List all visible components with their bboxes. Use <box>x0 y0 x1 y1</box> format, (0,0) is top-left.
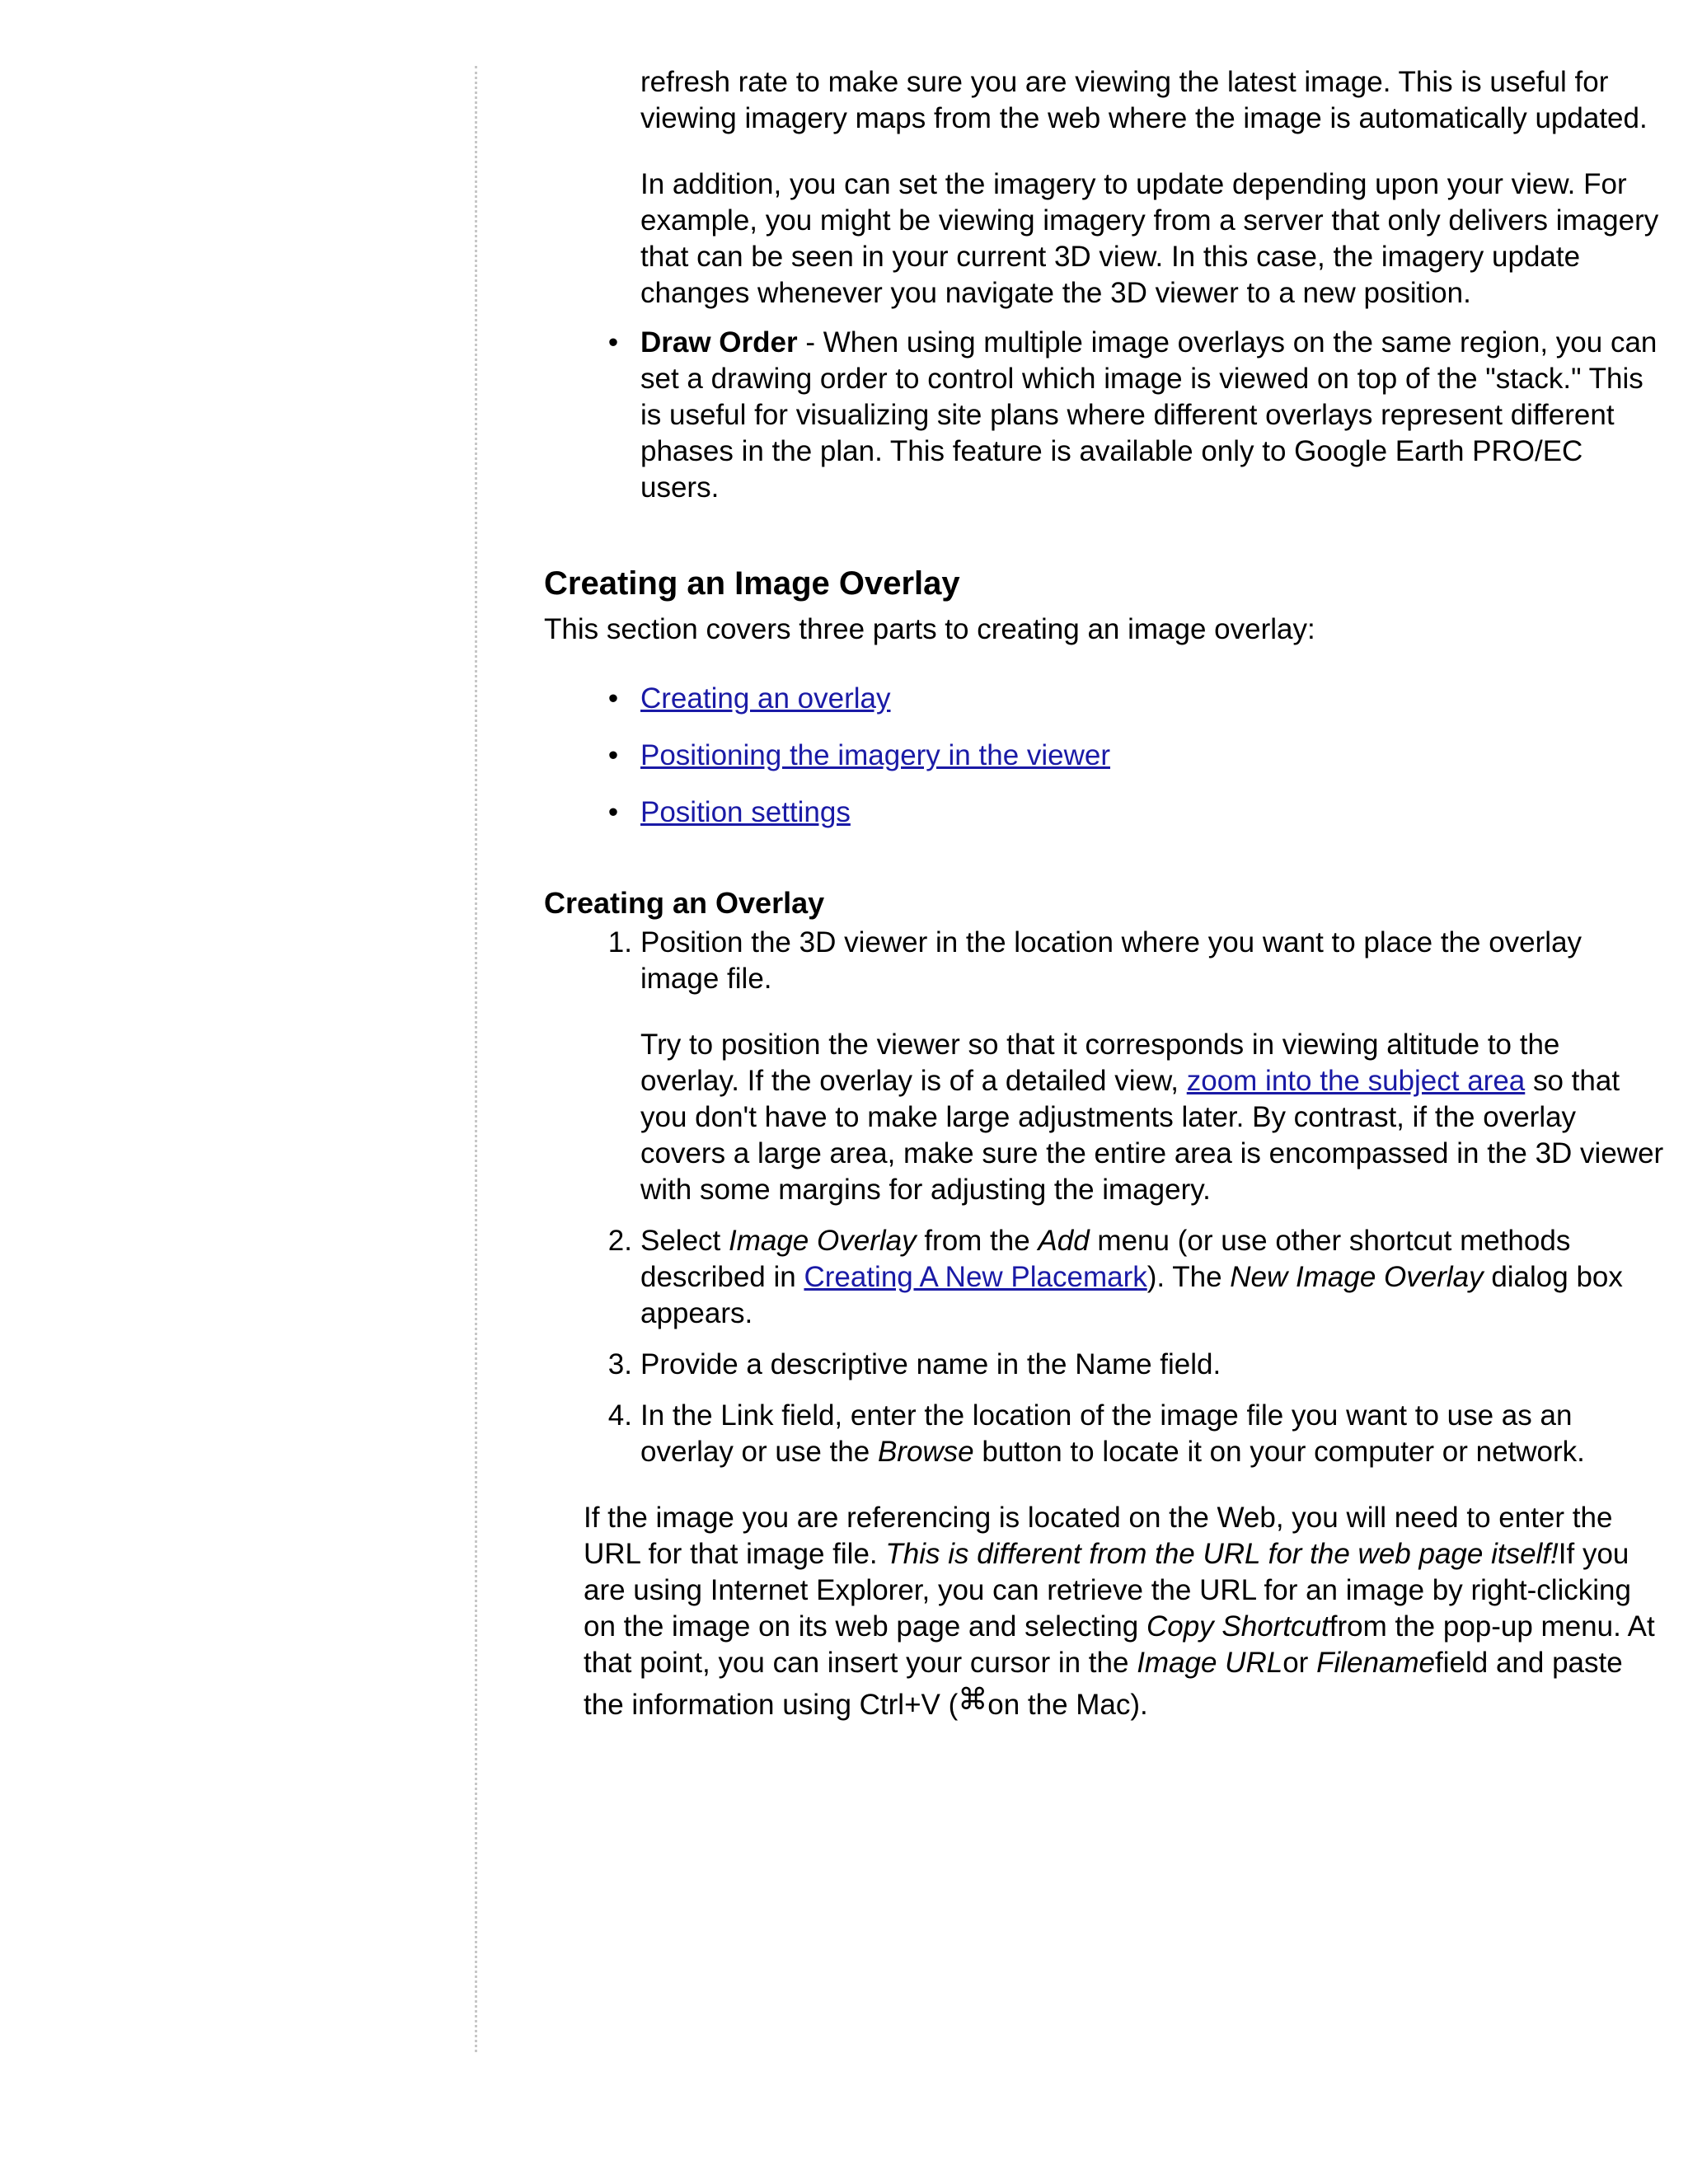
web-note-paragraph <box>584 1500 1665 1723</box>
sidebar-divider <box>475 66 477 2052</box>
text: from the <box>916 1225 1039 1257</box>
step-2 <box>607 1223 1665 1332</box>
image-url-term: Image URL <box>1137 1647 1283 1679</box>
section-intro: This section covers three parts to creating an image overlay: <box>544 613 1315 645</box>
text: If the image you are referencing is located on the Web, you will need to enter the URL for that image file. <box>584 1502 1613 1570</box>
emphasis-note: This is different from the URL for the web page itself! <box>885 1538 1559 1570</box>
step-1-tip <box>640 1027 1665 1208</box>
link-positioning-imagery[interactable]: Positioning the imagery in the viewer <box>640 739 1111 771</box>
command-key-icon: ⌘ <box>958 1682 988 1716</box>
link-creating-an-overlay[interactable]: Creating an overlay <box>640 682 891 715</box>
text: or <box>1282 1647 1317 1679</box>
step-3-text: Provide a descriptive name in the Name field. <box>640 1348 1221 1380</box>
view-update-paragraph: In addition, you can set the imagery to update depending upon your view. For example, you might be viewing imagery from a server that only delivers imagery that can be seen in your current 3D view. In this case, the imagery update changes whenever you navigate the 3D viewer to a new position. <box>640 168 1659 309</box>
draw-order-paragraph <box>640 325 1665 506</box>
draw-order-term: Draw Order <box>640 326 798 359</box>
step-number: 4. <box>607 1399 632 1432</box>
link-creating-a-new-placemark[interactable]: Creating A New Placemark <box>804 1261 1147 1293</box>
text: In the Link field, enter the location of the image file you want to use as an overlay or use the <box>640 1399 1573 1468</box>
text: button to locate it on your computer or network. <box>973 1436 1585 1468</box>
text: field and paste the information using Ctrl+V ( <box>584 1647 1623 1721</box>
text: from the pop-up menu. At that point, you can insert your cursor in the <box>584 1610 1655 1679</box>
document-content <box>544 64 1665 1723</box>
bullet-icon: • <box>607 326 619 359</box>
section-heading: Creating an Image Overlay <box>544 565 960 602</box>
bullet-icon: • <box>607 796 619 828</box>
text: Select <box>640 1225 729 1257</box>
step-1-text: Position the 3D viewer in the location where you want to place the overlay image file. <box>640 926 1582 995</box>
step-number: 2. <box>607 1225 632 1257</box>
tip-text: Try to position the viewer so that it corresponds in viewing altitude to the overlay. If the overlay is of a detailed view, <box>640 1029 1560 1097</box>
add-menu-term: Add <box>1038 1225 1090 1257</box>
tip-text: so that you don't have to make large adjustments later. By contrast, if the overlay covers a large area, make sure the entire area is encompassed in the 3D viewer with some margins for adjusting the imagery. <box>640 1065 1664 1206</box>
list-item-draw-order <box>607 325 1665 506</box>
copy-shortcut-term: Copy Shortcut <box>1146 1610 1329 1643</box>
text: dialog box appears. <box>640 1261 1623 1329</box>
list-item-link <box>607 681 1665 717</box>
refresh-rate-paragraph: refresh rate to make sure you are viewing the latest image. This is useful for viewing imagery maps from the web where the image is automatically updated. <box>640 66 1648 134</box>
step-4 <box>607 1398 1665 1470</box>
step-1 <box>607 925 1665 1208</box>
list-item-link <box>607 794 1665 831</box>
browse-term: Browse <box>877 1436 974 1468</box>
bullet-icon: • <box>607 739 619 771</box>
step-number: 1. <box>607 926 632 958</box>
list-item-link <box>607 738 1665 774</box>
step-2-text <box>640 1223 1665 1332</box>
text: menu (or use other shortcut methods described in <box>640 1225 1571 1293</box>
step-3 <box>607 1347 1665 1383</box>
link-zoom-into-subject-area[interactable]: zoom into the subject area <box>1186 1065 1526 1097</box>
draw-order-text: - When using multiple image overlays on the same region, you can set a drawing order to control which image is viewed on top of the "stack." This is useful for visualizing site plans where different overlays represent different phases in the plan. This feature is available only to Google Earth PRO/EC users. <box>640 326 1658 504</box>
link-position-settings[interactable]: Position settings <box>640 796 851 828</box>
text: If you are using Internet Explorer, you can retrieve the URL for an image by right-clicking on the image on its web page and selecting <box>584 1538 1631 1643</box>
text: ). The <box>1146 1261 1231 1293</box>
step-4-text <box>640 1398 1665 1470</box>
text: on the Mac). <box>987 1689 1148 1721</box>
subsection-heading: Creating an Overlay <box>544 886 825 920</box>
bullet-icon: • <box>607 682 619 715</box>
dialog-name-term: New Image Overlay <box>1230 1261 1484 1293</box>
image-overlay-term: Image Overlay <box>729 1225 917 1257</box>
filename-term: Filename <box>1316 1647 1436 1679</box>
step-number: 3. <box>607 1348 632 1380</box>
